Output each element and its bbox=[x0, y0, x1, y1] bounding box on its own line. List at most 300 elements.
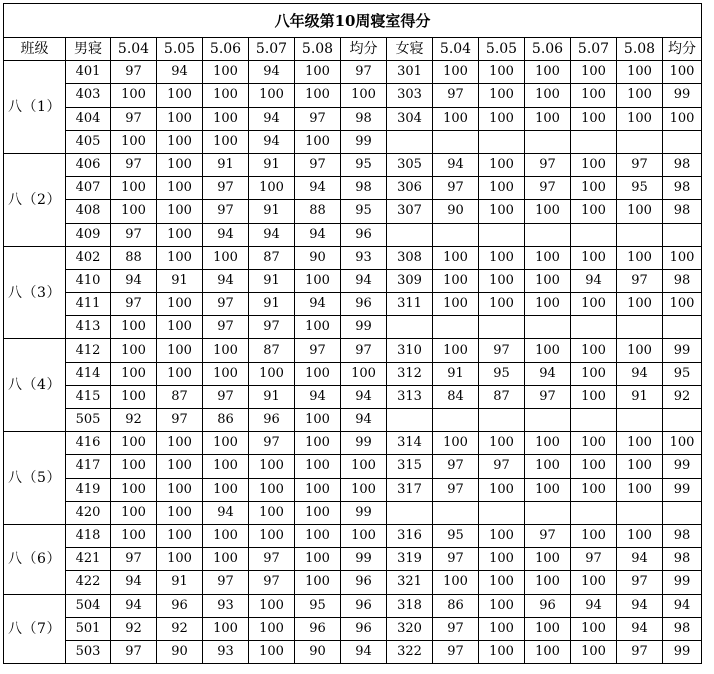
header-row bbox=[4, 38, 702, 61]
score-sheet bbox=[3, 3, 702, 664]
girls-dorm-cell: 306 bbox=[387, 177, 433, 200]
table-row bbox=[4, 84, 702, 107]
column-header: 5.06 bbox=[203, 38, 249, 61]
girls-average-cell bbox=[663, 501, 702, 524]
girls-dorm-cell: 303 bbox=[387, 84, 433, 107]
table-row bbox=[4, 362, 702, 385]
boys-score-cell: 100 bbox=[295, 501, 341, 524]
table-row bbox=[4, 316, 702, 339]
boys-score-cell: 86 bbox=[203, 409, 249, 432]
boys-average-cell: 100 bbox=[341, 524, 387, 547]
girls-score-cell bbox=[617, 130, 663, 153]
girls-score-cell: 100 bbox=[525, 432, 571, 455]
girls-score-cell bbox=[525, 223, 571, 246]
girls-score-cell: 94 bbox=[617, 594, 663, 617]
boys-score-cell: 94 bbox=[249, 130, 295, 153]
girls-average-cell: 95 bbox=[663, 362, 702, 385]
boys-dorm-cell: 404 bbox=[66, 107, 111, 130]
boys-score-cell: 100 bbox=[249, 84, 295, 107]
boys-score-cell: 100 bbox=[295, 84, 341, 107]
girls-score-cell: 87 bbox=[479, 385, 525, 408]
boys-dorm-cell: 505 bbox=[66, 409, 111, 432]
dorm-score-table bbox=[3, 3, 702, 664]
boys-score-cell: 100 bbox=[157, 153, 203, 176]
boys-score-cell: 90 bbox=[157, 640, 203, 663]
girls-score-cell bbox=[617, 501, 663, 524]
girls-score-cell: 97 bbox=[433, 177, 479, 200]
class-name-cell: 八（2） bbox=[4, 153, 66, 246]
girls-average-cell bbox=[663, 130, 702, 153]
girls-score-cell bbox=[433, 409, 479, 432]
boys-score-cell: 100 bbox=[111, 177, 157, 200]
girls-score-cell: 100 bbox=[433, 571, 479, 594]
boys-average-cell: 99 bbox=[341, 316, 387, 339]
girls-score-cell: 100 bbox=[571, 61, 617, 84]
boys-score-cell: 100 bbox=[295, 269, 341, 292]
girls-average-cell: 98 bbox=[663, 269, 702, 292]
boys-score-cell: 87 bbox=[157, 385, 203, 408]
girls-score-cell: 100 bbox=[525, 548, 571, 571]
boys-score-cell: 100 bbox=[203, 478, 249, 501]
boys-score-cell: 97 bbox=[249, 432, 295, 455]
girls-score-cell: 100 bbox=[433, 269, 479, 292]
girls-score-cell: 100 bbox=[433, 107, 479, 130]
girls-score-cell: 86 bbox=[433, 594, 479, 617]
girls-score-cell bbox=[433, 316, 479, 339]
table-row bbox=[4, 61, 702, 84]
boys-average-cell: 99 bbox=[341, 130, 387, 153]
boys-average-cell: 100 bbox=[341, 84, 387, 107]
girls-score-cell: 100 bbox=[479, 293, 525, 316]
boys-score-cell: 100 bbox=[157, 84, 203, 107]
girls-score-cell bbox=[617, 316, 663, 339]
boys-average-cell: 94 bbox=[341, 385, 387, 408]
boys-score-cell: 91 bbox=[249, 200, 295, 223]
boys-score-cell: 100 bbox=[295, 571, 341, 594]
table-row bbox=[4, 432, 702, 455]
column-header: 5.06 bbox=[525, 38, 571, 61]
boys-score-cell: 100 bbox=[157, 432, 203, 455]
girls-average-cell: 94 bbox=[663, 594, 702, 617]
boys-score-cell: 88 bbox=[111, 246, 157, 269]
table-row bbox=[4, 455, 702, 478]
boys-score-cell: 96 bbox=[157, 594, 203, 617]
column-header: 5.05 bbox=[479, 38, 525, 61]
girls-score-cell bbox=[571, 223, 617, 246]
girls-score-cell: 100 bbox=[617, 246, 663, 269]
boys-average-cell: 93 bbox=[341, 246, 387, 269]
girls-score-cell bbox=[479, 501, 525, 524]
girls-score-cell: 100 bbox=[571, 84, 617, 107]
class-name-cell: 八（4） bbox=[4, 339, 66, 432]
boys-average-cell: 94 bbox=[341, 409, 387, 432]
girls-score-cell: 97 bbox=[433, 548, 479, 571]
boys-score-cell: 97 bbox=[111, 107, 157, 130]
girls-score-cell: 100 bbox=[617, 107, 663, 130]
boys-score-cell: 100 bbox=[157, 455, 203, 478]
boys-score-cell: 88 bbox=[295, 200, 341, 223]
boys-score-cell: 97 bbox=[249, 571, 295, 594]
girls-score-cell: 100 bbox=[571, 177, 617, 200]
boys-dorm-cell: 416 bbox=[66, 432, 111, 455]
boys-score-cell: 100 bbox=[249, 617, 295, 640]
girls-score-cell: 100 bbox=[571, 455, 617, 478]
girls-dorm-cell: 321 bbox=[387, 571, 433, 594]
girls-score-cell: 100 bbox=[479, 84, 525, 107]
girls-score-cell: 97 bbox=[479, 339, 525, 362]
girls-score-cell: 100 bbox=[479, 478, 525, 501]
table-row bbox=[4, 269, 702, 292]
boys-score-cell: 100 bbox=[249, 362, 295, 385]
girls-dorm-cell: 301 bbox=[387, 61, 433, 84]
girls-score-cell bbox=[571, 409, 617, 432]
boys-dorm-cell: 503 bbox=[66, 640, 111, 663]
girls-dorm-cell: 311 bbox=[387, 293, 433, 316]
girls-average-cell: 98 bbox=[663, 177, 702, 200]
girls-score-cell: 100 bbox=[525, 478, 571, 501]
boys-average-cell: 94 bbox=[341, 269, 387, 292]
boys-score-cell: 93 bbox=[203, 640, 249, 663]
column-header: 均分 bbox=[341, 38, 387, 61]
boys-dorm-cell: 418 bbox=[66, 524, 111, 547]
table-row bbox=[4, 200, 702, 223]
boys-score-cell: 97 bbox=[203, 571, 249, 594]
girls-score-cell: 100 bbox=[479, 153, 525, 176]
girls-dorm-cell: 322 bbox=[387, 640, 433, 663]
column-header: 5.07 bbox=[571, 38, 617, 61]
girls-score-cell: 100 bbox=[571, 362, 617, 385]
girls-score-cell: 95 bbox=[433, 524, 479, 547]
girls-score-cell: 97 bbox=[617, 571, 663, 594]
boys-dorm-cell: 417 bbox=[66, 455, 111, 478]
girls-average-cell: 98 bbox=[663, 153, 702, 176]
boys-score-cell: 97 bbox=[295, 339, 341, 362]
girls-score-cell: 100 bbox=[525, 269, 571, 292]
girls-dorm-cell: 308 bbox=[387, 246, 433, 269]
girls-average-cell: 98 bbox=[663, 548, 702, 571]
girls-score-cell: 97 bbox=[525, 524, 571, 547]
boys-average-cell: 95 bbox=[341, 153, 387, 176]
girls-score-cell bbox=[479, 316, 525, 339]
girls-score-cell: 95 bbox=[479, 362, 525, 385]
boys-average-cell: 99 bbox=[341, 501, 387, 524]
boys-score-cell: 100 bbox=[295, 130, 341, 153]
boys-score-cell: 97 bbox=[295, 107, 341, 130]
boys-score-cell: 100 bbox=[249, 455, 295, 478]
boys-score-cell: 100 bbox=[111, 455, 157, 478]
boys-score-cell: 90 bbox=[295, 640, 341, 663]
boys-score-cell: 100 bbox=[157, 524, 203, 547]
girls-score-cell: 100 bbox=[525, 84, 571, 107]
girls-score-cell: 94 bbox=[617, 617, 663, 640]
girls-score-cell: 100 bbox=[617, 339, 663, 362]
girls-score-cell: 100 bbox=[617, 455, 663, 478]
boys-dorm-cell: 415 bbox=[66, 385, 111, 408]
girls-score-cell bbox=[617, 223, 663, 246]
boys-score-cell: 100 bbox=[295, 316, 341, 339]
girls-score-cell: 100 bbox=[525, 200, 571, 223]
boys-average-cell: 94 bbox=[341, 640, 387, 663]
column-header: 5.05 bbox=[157, 38, 203, 61]
girls-score-cell: 100 bbox=[571, 246, 617, 269]
boys-score-cell: 97 bbox=[249, 548, 295, 571]
girls-dorm-cell bbox=[387, 409, 433, 432]
girls-dorm-cell: 320 bbox=[387, 617, 433, 640]
boys-dorm-cell: 408 bbox=[66, 200, 111, 223]
boys-score-cell: 94 bbox=[249, 107, 295, 130]
table-row bbox=[4, 594, 702, 617]
girls-score-cell: 100 bbox=[479, 617, 525, 640]
table-row bbox=[4, 571, 702, 594]
girls-average-cell: 100 bbox=[663, 293, 702, 316]
boys-score-cell: 100 bbox=[111, 524, 157, 547]
boys-dorm-cell: 504 bbox=[66, 594, 111, 617]
girls-score-cell bbox=[525, 316, 571, 339]
girls-score-cell bbox=[525, 501, 571, 524]
boys-average-cell: 96 bbox=[341, 617, 387, 640]
boys-score-cell: 97 bbox=[203, 200, 249, 223]
table-row bbox=[4, 478, 702, 501]
boys-average-cell: 97 bbox=[341, 61, 387, 84]
boys-score-cell: 100 bbox=[111, 478, 157, 501]
boys-score-cell: 100 bbox=[157, 200, 203, 223]
girls-score-cell bbox=[525, 130, 571, 153]
girls-score-cell: 100 bbox=[433, 432, 479, 455]
boys-score-cell: 100 bbox=[203, 548, 249, 571]
boys-score-cell: 87 bbox=[249, 339, 295, 362]
girls-score-cell: 100 bbox=[617, 84, 663, 107]
girls-score-cell: 100 bbox=[479, 548, 525, 571]
girls-score-cell: 100 bbox=[571, 107, 617, 130]
girls-score-cell: 94 bbox=[571, 594, 617, 617]
boys-score-cell: 100 bbox=[203, 84, 249, 107]
girls-score-cell: 100 bbox=[479, 269, 525, 292]
girls-score-cell: 100 bbox=[479, 640, 525, 663]
girls-score-cell: 97 bbox=[433, 478, 479, 501]
boys-score-cell: 100 bbox=[249, 594, 295, 617]
girls-score-cell: 100 bbox=[479, 246, 525, 269]
girls-score-cell bbox=[479, 223, 525, 246]
girls-dorm-cell: 314 bbox=[387, 432, 433, 455]
girls-score-cell: 100 bbox=[433, 293, 479, 316]
girls-average-cell: 99 bbox=[663, 640, 702, 663]
girls-average-cell: 99 bbox=[663, 455, 702, 478]
girls-dorm-cell bbox=[387, 501, 433, 524]
boys-dorm-cell: 419 bbox=[66, 478, 111, 501]
girls-score-cell: 97 bbox=[433, 640, 479, 663]
girls-score-cell: 97 bbox=[617, 153, 663, 176]
boys-score-cell: 100 bbox=[157, 107, 203, 130]
girls-average-cell: 100 bbox=[663, 107, 702, 130]
boys-score-cell: 100 bbox=[249, 501, 295, 524]
table-row bbox=[4, 409, 702, 432]
boys-score-cell: 91 bbox=[203, 153, 249, 176]
girls-score-cell: 97 bbox=[525, 385, 571, 408]
boys-average-cell: 96 bbox=[341, 293, 387, 316]
girls-dorm-cell: 305 bbox=[387, 153, 433, 176]
table-row bbox=[4, 524, 702, 547]
table-row bbox=[4, 130, 702, 153]
girls-dorm-cell bbox=[387, 316, 433, 339]
girls-score-cell: 100 bbox=[617, 200, 663, 223]
girls-dorm-cell: 304 bbox=[387, 107, 433, 130]
girls-score-cell: 100 bbox=[525, 246, 571, 269]
girls-score-cell: 100 bbox=[571, 617, 617, 640]
boys-dorm-cell: 409 bbox=[66, 223, 111, 246]
class-name-cell: 八（1） bbox=[4, 61, 66, 154]
boys-score-cell: 100 bbox=[111, 84, 157, 107]
girls-dorm-cell: 307 bbox=[387, 200, 433, 223]
girls-score-cell: 100 bbox=[617, 478, 663, 501]
boys-score-cell: 97 bbox=[111, 548, 157, 571]
boys-dorm-cell: 402 bbox=[66, 246, 111, 269]
girls-score-cell: 96 bbox=[525, 594, 571, 617]
boys-score-cell: 100 bbox=[295, 362, 341, 385]
girls-score-cell: 94 bbox=[433, 153, 479, 176]
girls-dorm-cell: 313 bbox=[387, 385, 433, 408]
boys-score-cell: 100 bbox=[295, 478, 341, 501]
girls-score-cell: 100 bbox=[571, 640, 617, 663]
boys-average-cell: 98 bbox=[341, 107, 387, 130]
boys-score-cell: 100 bbox=[295, 524, 341, 547]
boys-score-cell: 100 bbox=[111, 432, 157, 455]
boys-score-cell: 96 bbox=[249, 409, 295, 432]
boys-score-cell: 91 bbox=[157, 571, 203, 594]
girls-score-cell: 100 bbox=[571, 293, 617, 316]
girls-average-cell: 100 bbox=[663, 432, 702, 455]
boys-score-cell: 97 bbox=[203, 177, 249, 200]
boys-score-cell: 100 bbox=[249, 177, 295, 200]
boys-score-cell: 100 bbox=[203, 362, 249, 385]
girls-score-cell bbox=[617, 409, 663, 432]
boys-score-cell: 91 bbox=[249, 293, 295, 316]
boys-score-cell: 94 bbox=[157, 61, 203, 84]
girls-score-cell: 100 bbox=[525, 455, 571, 478]
girls-score-cell: 97 bbox=[525, 177, 571, 200]
table-row bbox=[4, 501, 702, 524]
boys-average-cell: 99 bbox=[341, 432, 387, 455]
boys-score-cell: 94 bbox=[249, 223, 295, 246]
girls-score-cell: 100 bbox=[571, 153, 617, 176]
boys-score-cell: 97 bbox=[203, 316, 249, 339]
boys-score-cell: 100 bbox=[157, 548, 203, 571]
girls-dorm-cell: 312 bbox=[387, 362, 433, 385]
girls-score-cell: 100 bbox=[479, 200, 525, 223]
girls-average-cell bbox=[663, 223, 702, 246]
boys-score-cell: 97 bbox=[111, 223, 157, 246]
boys-score-cell: 94 bbox=[295, 385, 341, 408]
boys-score-cell: 91 bbox=[249, 153, 295, 176]
column-header: 5.04 bbox=[111, 38, 157, 61]
girls-average-cell: 99 bbox=[663, 571, 702, 594]
girls-score-cell: 100 bbox=[571, 200, 617, 223]
boys-average-cell: 100 bbox=[341, 478, 387, 501]
boys-score-cell: 100 bbox=[249, 478, 295, 501]
class-name-cell: 八（5） bbox=[4, 432, 66, 525]
girls-score-cell: 91 bbox=[617, 385, 663, 408]
girls-score-cell bbox=[571, 130, 617, 153]
boys-score-cell: 100 bbox=[157, 246, 203, 269]
boys-dorm-cell: 401 bbox=[66, 61, 111, 84]
girls-score-cell: 100 bbox=[571, 571, 617, 594]
girls-score-cell: 94 bbox=[617, 548, 663, 571]
girls-score-cell bbox=[433, 501, 479, 524]
girls-average-cell bbox=[663, 409, 702, 432]
girls-score-cell: 100 bbox=[479, 571, 525, 594]
girls-score-cell: 100 bbox=[479, 107, 525, 130]
boys-score-cell: 92 bbox=[111, 409, 157, 432]
boys-dorm-cell: 412 bbox=[66, 339, 111, 362]
boys-score-cell: 100 bbox=[111, 200, 157, 223]
boys-score-cell: 97 bbox=[111, 61, 157, 84]
title-row bbox=[4, 4, 702, 38]
boys-score-cell: 97 bbox=[249, 316, 295, 339]
girls-dorm-cell: 319 bbox=[387, 548, 433, 571]
boys-score-cell: 100 bbox=[203, 617, 249, 640]
girls-dorm-cell: 318 bbox=[387, 594, 433, 617]
girls-score-cell: 100 bbox=[617, 61, 663, 84]
boys-score-cell: 94 bbox=[249, 61, 295, 84]
girls-score-cell: 94 bbox=[525, 362, 571, 385]
girls-score-cell: 100 bbox=[479, 177, 525, 200]
girls-score-cell: 100 bbox=[479, 61, 525, 84]
girls-score-cell: 100 bbox=[571, 524, 617, 547]
boys-score-cell: 94 bbox=[111, 269, 157, 292]
boys-score-cell: 94 bbox=[203, 269, 249, 292]
girls-score-cell: 94 bbox=[617, 362, 663, 385]
girls-score-cell: 100 bbox=[479, 524, 525, 547]
boys-score-cell: 100 bbox=[157, 339, 203, 362]
boys-score-cell: 95 bbox=[295, 594, 341, 617]
column-header: 均分 bbox=[663, 38, 702, 61]
class-name-cell: 八（3） bbox=[4, 246, 66, 339]
boys-average-cell: 96 bbox=[341, 223, 387, 246]
boys-dorm-cell: 407 bbox=[66, 177, 111, 200]
boys-score-cell: 100 bbox=[157, 316, 203, 339]
boys-score-cell: 97 bbox=[157, 409, 203, 432]
girls-score-cell: 97 bbox=[433, 455, 479, 478]
girls-score-cell: 94 bbox=[571, 269, 617, 292]
girls-score-cell: 100 bbox=[617, 524, 663, 547]
boys-score-cell: 100 bbox=[295, 432, 341, 455]
girls-score-cell: 100 bbox=[525, 293, 571, 316]
boys-score-cell: 100 bbox=[111, 385, 157, 408]
boys-score-cell: 100 bbox=[203, 339, 249, 362]
girls-score-cell: 84 bbox=[433, 385, 479, 408]
boys-score-cell: 94 bbox=[203, 501, 249, 524]
girls-score-cell: 100 bbox=[479, 594, 525, 617]
boys-average-cell: 99 bbox=[341, 548, 387, 571]
boys-score-cell: 100 bbox=[203, 455, 249, 478]
table-row bbox=[4, 153, 702, 176]
boys-score-cell: 100 bbox=[111, 130, 157, 153]
boys-score-cell: 97 bbox=[203, 385, 249, 408]
boys-dorm-cell: 421 bbox=[66, 548, 111, 571]
girls-score-cell bbox=[571, 316, 617, 339]
table-row bbox=[4, 617, 702, 640]
column-header: 男寝 bbox=[66, 38, 111, 61]
boys-score-cell: 100 bbox=[111, 501, 157, 524]
girls-dorm-cell: 310 bbox=[387, 339, 433, 362]
boys-score-cell: 94 bbox=[295, 223, 341, 246]
girls-score-cell: 100 bbox=[433, 246, 479, 269]
girls-score-cell: 100 bbox=[525, 571, 571, 594]
table-row bbox=[4, 107, 702, 130]
boys-score-cell: 100 bbox=[295, 455, 341, 478]
boys-score-cell: 100 bbox=[157, 177, 203, 200]
boys-score-cell: 100 bbox=[295, 548, 341, 571]
girls-score-cell: 97 bbox=[571, 548, 617, 571]
